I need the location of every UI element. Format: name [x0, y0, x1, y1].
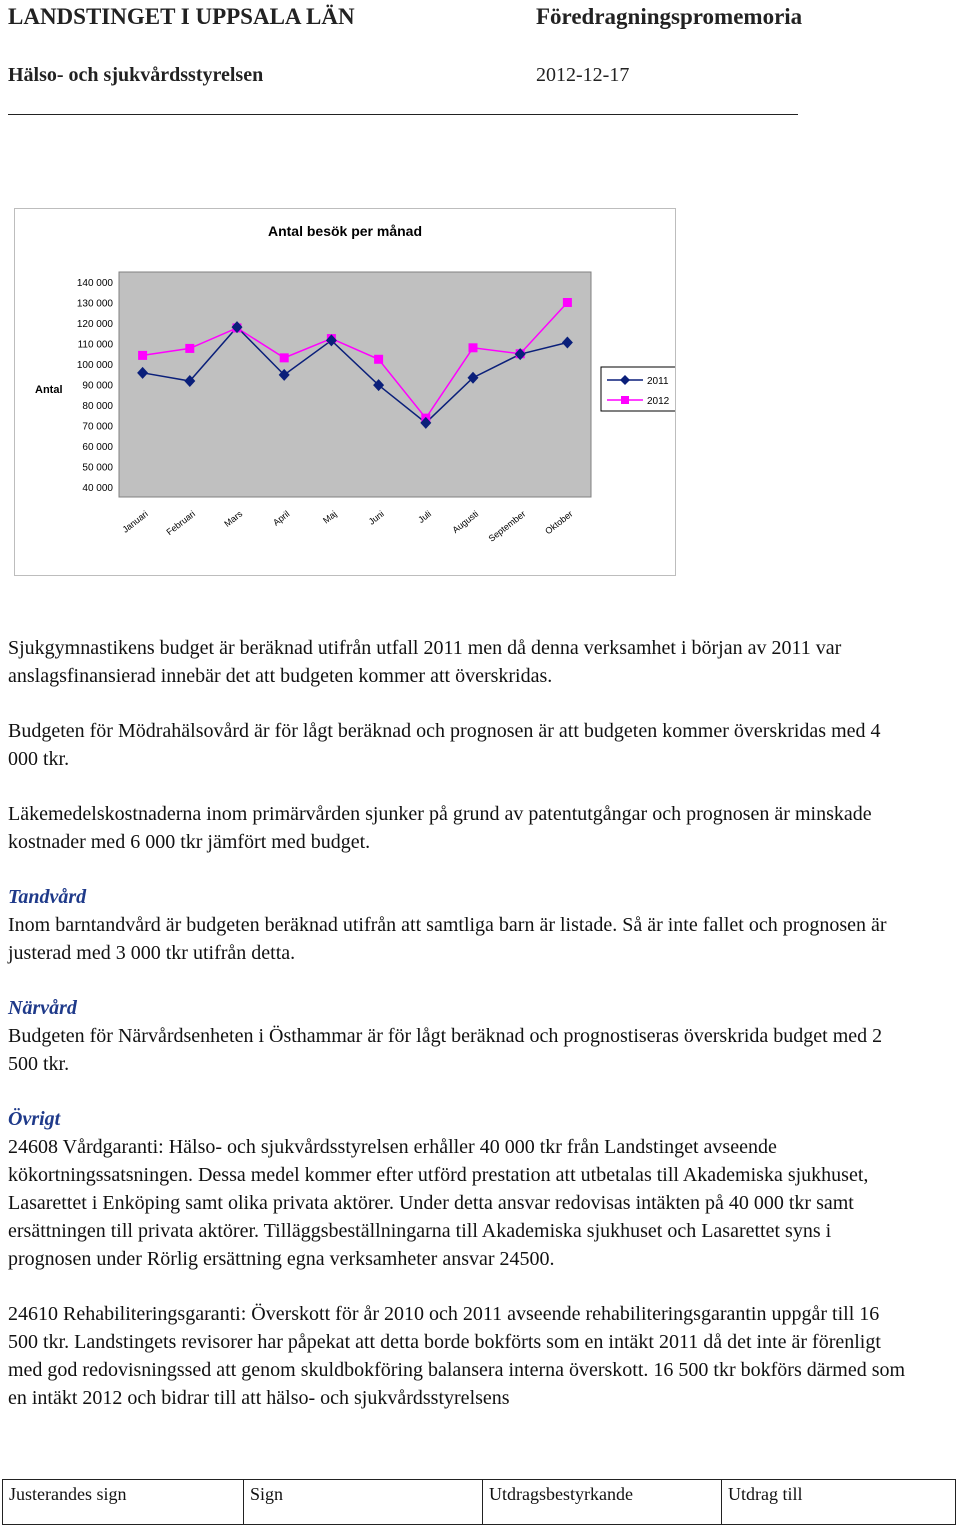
y-tick-label: 90 000: [82, 380, 113, 392]
data-point-2012: [469, 343, 478, 352]
data-point-2012: [280, 353, 289, 362]
data-point-2012: [563, 298, 572, 307]
legend-label-2012: 2012: [647, 396, 670, 407]
y-tick-label: 120 000: [76, 319, 113, 330]
cell-utdrag-till: Utdrag till: [722, 1480, 956, 1525]
board-name: Hälso- och sjukvårdsstyrelsen: [8, 64, 264, 86]
paragraph-modrahalsovard: Budgeten för Mödrahälsovård är för lågt beräknad och prognosen är att budgeten kommer överskridas med 4 000 tkr.: [8, 720, 881, 770]
visits-chart: [14, 208, 676, 576]
paragraph-tandvard: Inom barntandvård är budgeten beräknad utifrån att samtliga barn är listade. Så är inte fallet och prognosen är justerad med 3 000 tkr utifrån detta.: [8, 914, 887, 964]
x-tick-label: Augusti: [450, 508, 481, 536]
x-axis: [120, 508, 574, 543]
x-tick-label: Februari: [164, 508, 198, 538]
y-tick-label: 110 000: [77, 339, 113, 351]
y-tick-label: 40 000: [82, 483, 113, 494]
chart-title: Antal besök per månad: [267, 223, 423, 239]
signature-table: [2, 1479, 956, 1525]
y-tick-label: 70 000: [82, 421, 113, 433]
section-narvard: [8, 994, 908, 1078]
x-tick-label: Juni: [366, 508, 386, 527]
cell-utdragsbestyrkande: Utdragsbestyrkande: [483, 1480, 722, 1525]
document-date: 2012-12-17: [536, 64, 630, 86]
section-ovrigt: [8, 1105, 908, 1273]
y-tick-label: 130 000: [76, 298, 113, 310]
y-tick-label: 60 000: [82, 442, 113, 453]
memo-body: [8, 634, 908, 1412]
y-tick-label: 50 000: [82, 462, 113, 474]
document-type: Föredragningspromemoria: [536, 4, 803, 29]
paragraph-sjukgymnastik: Sjukgymnastikens budget är beräknad utifrån utfall 2011 men då denna verksamhet i början av 2011 var anslagsfinansierad innebär det att budgeten kommer att överskridas.: [8, 637, 842, 687]
y-axis: [77, 278, 114, 494]
heading-ovrigt: Övrigt: [8, 1108, 61, 1130]
header-divider: [8, 114, 798, 115]
organization-name: LANDSTINGET I UPPSALA LÄN: [8, 4, 355, 29]
x-tick-label: September: [486, 508, 528, 544]
chart-ylabel: Antal: [35, 384, 63, 396]
x-tick-label: Januari: [120, 508, 150, 535]
data-point-2012: [185, 344, 194, 353]
heading-tandvard: Tandvård: [8, 886, 87, 908]
cell-justerandes-sign: Justerandes sign: [3, 1480, 244, 1525]
data-point-2012: [138, 351, 147, 360]
data-point-2012: [374, 355, 383, 364]
x-tick-label: April: [271, 508, 292, 528]
x-tick-label: Maj: [321, 508, 339, 526]
section-tandvard: [8, 883, 908, 967]
paragraph-rehabiliteringsgaranti: 24610 Rehabiliteringsgaranti: Överskott för år 2010 och 2011 avseende rehabiliteringsgarantin uppgår till 16 500 tkr. Landstingets revisorer har påpekat att detta borde bokförts som en intäkt 2011 då det inte är förenligt med god redovisningssed att genom skuldbokföring balansera interna överskott. 16 500 tkr bokförs därmed som en intäkt 2012 och bidrar till att hälso- och sjukvårdsstyrelsens: [8, 1303, 906, 1409]
heading-narvard: Närvård: [8, 997, 77, 1019]
paragraph-lakemedel: Läkemedelskostnaderna inom primärvården sjunker på grund av patentutgångar och prognosen är minskade kostnader med 6 000 tkr jämfört med budget.: [8, 803, 872, 853]
legend-label-2011: 2011: [647, 376, 669, 387]
y-tick-label: 100 000: [76, 360, 113, 371]
chart-canvas: [15, 209, 675, 575]
legend-marker-2012: [621, 396, 629, 404]
paragraph-vardgaranti: 24608 Vårdgaranti: Hälso- och sjukvårdsstyrelsen erhåller 40 000 tkr från Landstinget avseende kökortningssatsningen. Dessa medel kommer efter utförd prestation att utbetalas till Akademiska sjukhuset, Lasarettet i Enköping samt olika privata aktörer. Under detta ansvar redovisas intäkten på 40 000 tkr samt ersättningen till privata aktörer. Tilläggsbeställningarna till Akademiska sjukhuset och Lasarettet syns i prognosen under Rörlig ersättning egna verksamheter ansvar 24500.: [8, 1136, 869, 1270]
cell-sign: Sign: [244, 1480, 483, 1525]
x-tick-label: Mars: [222, 508, 245, 529]
x-tick-label: Juli: [416, 508, 434, 525]
paragraph-narvard: Budgeten för Närvårdsenheten i Östhammar är för lågt beräknad och prognostiseras överskrida budget med 2 500 tkr.: [8, 1025, 883, 1075]
y-tick-label: 140 000: [76, 278, 113, 289]
x-tick-label: Oktober: [543, 508, 575, 537]
y-tick-label: 80 000: [82, 401, 113, 412]
